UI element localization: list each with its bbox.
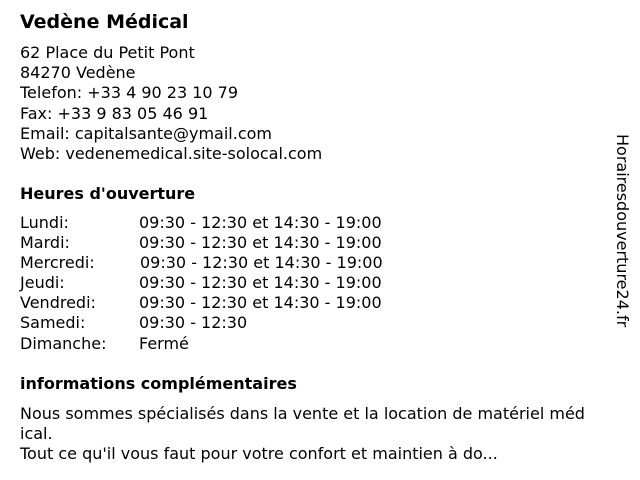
hours-day: Mardi: (20, 233, 70, 253)
hours-day: Lundi: (20, 213, 69, 232)
street-address: 62 Place du Petit Pont (20, 43, 195, 62)
hours-time: 09:30 - 12:30 et 14:30 - 19:00 (139, 273, 382, 293)
hours-day: Jeudi: (20, 273, 65, 293)
city-address: 84270 Vedène (20, 63, 136, 83)
site-watermark-text: Horairesdouverture24.fr (613, 134, 632, 328)
hours-row-wednesday (20, 253, 440, 273)
opening-hours-table (20, 213, 440, 354)
opening-hours-heading: Heures d'ouverture (20, 184, 196, 203)
hours-day: Mercredi: (20, 253, 95, 273)
business-description (20, 404, 632, 464)
hours-day: Samedi: (20, 313, 86, 333)
site-watermark (612, 134, 632, 344)
hours-row-saturday (20, 313, 440, 333)
additional-info-heading: informations complémentaires (20, 374, 297, 393)
website-address: Web: vedenemedical.site-solocal.com (20, 144, 323, 164)
contact-block (20, 43, 322, 164)
hours-row-sunday (20, 334, 440, 354)
hours-row-tuesday (20, 233, 440, 253)
fax-number: Fax: +33 9 83 05 46 91 (20, 103, 209, 123)
hours-day: Vendredi: (20, 293, 96, 313)
hours-time: 09:30 - 12:30 et 14:30 - 19:00 (139, 293, 382, 313)
hours-time: 09:30 - 12:30 et 14:30 - 19:00 (140, 253, 383, 273)
hours-time: 09:30 - 12:30 (139, 313, 248, 333)
email-address: Email: capitalsante@ymail.com (20, 123, 272, 143)
hours-row-thursday (20, 273, 440, 293)
hours-row-friday (20, 293, 440, 313)
hours-day: Dimanche: (20, 333, 107, 353)
description-line: Nous sommes spécialisés dans la vente et la location de matériel méd (20, 404, 585, 423)
hours-time: Fermé (139, 333, 189, 353)
hours-time: 09:30 - 12:30 et 14:30 - 19:00 (139, 213, 382, 232)
hours-time: 09:30 - 12:30 et 14:30 - 19:00 (139, 233, 382, 253)
description-line: ical. (20, 424, 53, 444)
hours-row-monday (20, 213, 440, 233)
phone-number: Telefon: +33 4 90 23 10 79 (20, 83, 239, 103)
business-name: Vedène Médical (20, 11, 189, 33)
description-line: Tout ce qu'il vous faut pour votre confort et maintien à do... (20, 444, 498, 464)
